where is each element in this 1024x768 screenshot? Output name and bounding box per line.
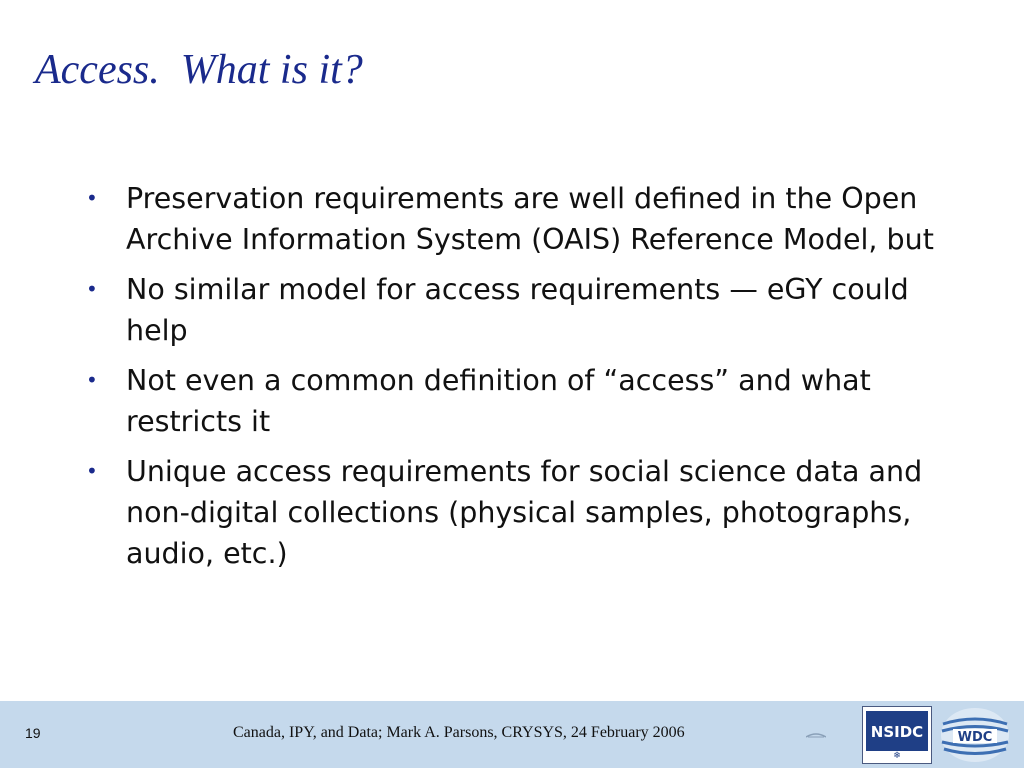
slide-title: Access. What is it? (35, 47, 363, 93)
bullet-list (86, 178, 946, 583)
bullet-text: Not even a common definition of “access” and what restricts it (126, 364, 871, 438)
small-logo-icon (806, 732, 826, 738)
footer-text: Canada, IPY, and Data; Mark A. Parsons, CRYSYS, 24 February 2006 (233, 724, 685, 741)
bullet-item (86, 178, 946, 260)
page-number: 19 (25, 725, 41, 741)
wdc-logo (939, 706, 1011, 764)
nsidc-logo-text: NSIDC (870, 723, 924, 741)
bullet-item (86, 451, 946, 574)
bullet-icon: • (86, 368, 98, 392)
slide-footer (0, 701, 1024, 768)
svg-text:❄: ❄ (893, 751, 901, 761)
bullet-icon: • (86, 186, 98, 210)
bullet-text: No similar model for access requirements — eGY could help (126, 273, 909, 347)
bullet-text: Unique access requirements for social science data and non-digital collections (physical samples, photographs, audio, etc.) (126, 455, 923, 570)
nsidc-logo (862, 706, 932, 764)
bullet-text: Preservation requirements are well defined in the Open Archive Information System (OAIS) Reference Model, but (126, 182, 934, 256)
bullet-item (86, 269, 946, 351)
wdc-globe-icon (939, 706, 1011, 764)
bullet-icon: • (86, 277, 98, 301)
nsidc-logo-icon (863, 707, 931, 763)
bullet-item (86, 360, 946, 442)
bullet-icon: • (86, 459, 98, 483)
wdc-logo-text: WDC (957, 730, 993, 745)
